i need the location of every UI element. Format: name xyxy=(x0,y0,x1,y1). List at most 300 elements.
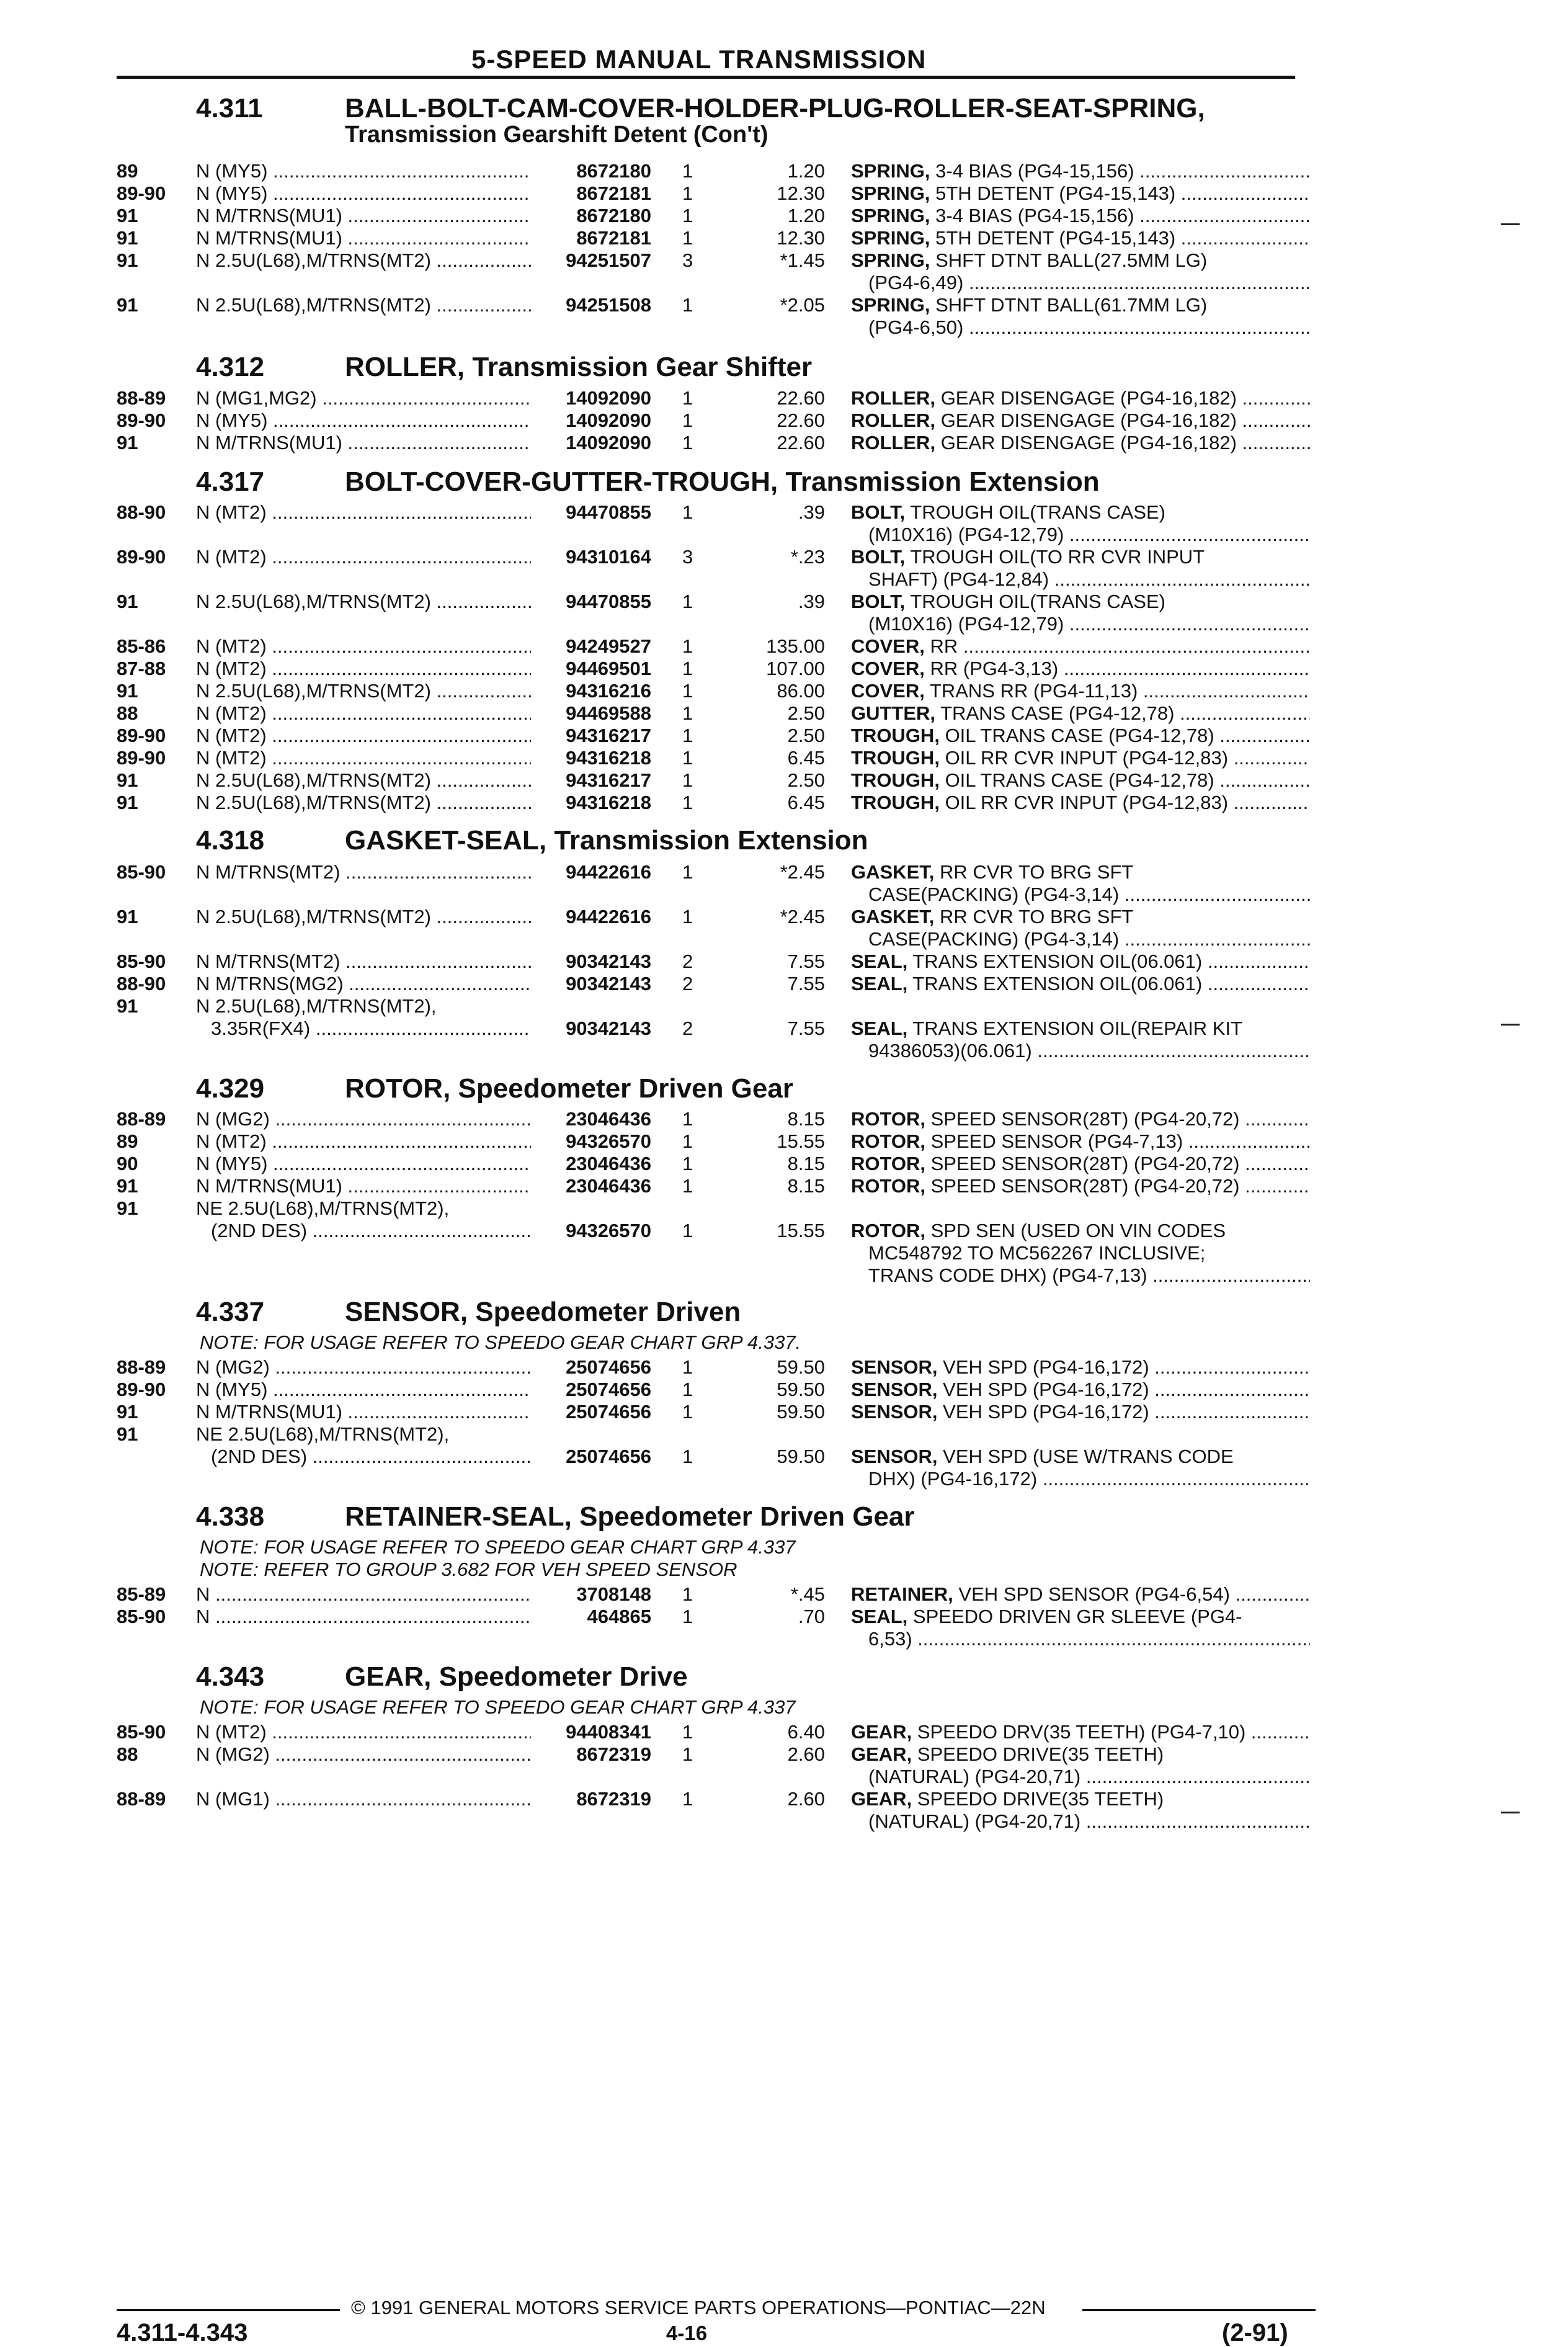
part-row xyxy=(0,973,1568,998)
section-title: SENSOR, Speedometer Driven xyxy=(345,1297,741,1327)
part-detail: SPD SEN (USED ON VIN CODES xyxy=(930,1220,1226,1241)
model-year: 85-89 xyxy=(117,1583,166,1605)
part-name: SEAL, xyxy=(851,950,908,972)
quantity: 1 xyxy=(682,294,693,316)
part-description xyxy=(851,747,1310,769)
part-description xyxy=(851,769,1310,792)
description-continued: (NATURAL) (PG4-20,71) ..... xyxy=(868,1766,1310,1788)
price: 107.00 xyxy=(766,658,825,679)
part-number: 8672181 xyxy=(576,182,651,204)
application: N (MT2) ..... xyxy=(196,702,531,725)
price: 2.60 xyxy=(787,1788,825,1810)
part-number: 94316218 xyxy=(566,747,651,769)
part-number: 3708148 xyxy=(576,1583,651,1605)
application: N (MT2) ..... xyxy=(196,747,531,769)
price: 59.50 xyxy=(777,1401,825,1423)
part-name: GUTTER, xyxy=(851,702,936,724)
price: 8.15 xyxy=(787,1153,825,1174)
price: 8.15 xyxy=(787,1175,825,1197)
part-detail: 3-4 BIAS (PG4-15,156) xyxy=(935,160,1134,182)
usage-note: NOTE: FOR USAGE REFER TO SPEEDO GEAR CHART GRP 4.337 xyxy=(200,1696,796,1718)
part-detail: SPEEDO DRIVE(35 TEETH) xyxy=(917,1743,1164,1765)
quantity: 1 xyxy=(682,861,693,883)
model-year: 88-89 xyxy=(117,1356,166,1378)
model-year: 85-86 xyxy=(117,635,166,657)
part-detail: OIL TRANS CASE (PG4-12,78) xyxy=(945,725,1214,746)
part-name: SPRING, xyxy=(851,160,930,182)
application: NE 2.5U(L68),M/TRNS(MT2), xyxy=(196,1423,450,1445)
description-continued: (NATURAL) (PG4-20,71) ..... xyxy=(868,1810,1310,1833)
part-row xyxy=(0,906,1568,950)
model-year: 90 xyxy=(117,1153,138,1174)
model-year: 91 xyxy=(117,680,138,702)
part-detail: SPEEDO DRIVEN GR SLEEVE (PG4- xyxy=(912,1606,1242,1627)
part-description xyxy=(851,1606,1310,1628)
part-name: TROUGH, xyxy=(851,792,940,813)
application: N M/TRNS(MG2) ..... xyxy=(196,973,531,995)
part-number: 23046436 xyxy=(566,1108,651,1130)
application: N (MG1,MG2) ..... xyxy=(196,387,531,409)
part-detail: GEAR DISENGAGE (PG4-16,182) xyxy=(940,432,1237,454)
part-row xyxy=(0,1197,1568,1286)
model-year: 91 xyxy=(117,294,138,316)
part-description xyxy=(851,249,1310,272)
margin-mark xyxy=(1501,223,1520,225)
price: 12.30 xyxy=(777,182,825,204)
part-name: ROLLER, xyxy=(851,432,936,454)
quantity: 1 xyxy=(682,591,693,612)
model-year: 91 xyxy=(117,1401,138,1423)
part-number: 94408341 xyxy=(566,1721,651,1743)
part-description xyxy=(851,1017,1310,1040)
part-row xyxy=(0,1743,1568,1787)
quantity: 1 xyxy=(682,906,693,928)
part-row xyxy=(0,1108,1568,1133)
part-number: 90342143 xyxy=(566,1017,651,1039)
application: N 2.5U(L68),M/TRNS(MT2) ..... xyxy=(196,249,531,272)
part-description xyxy=(851,1583,1310,1606)
model-year: 91 xyxy=(117,432,138,454)
part-row xyxy=(0,702,1568,727)
part-description xyxy=(851,1743,1310,1766)
price: 59.50 xyxy=(777,1356,825,1378)
application: N (MT2) ..... xyxy=(196,1721,531,1743)
price: 8.15 xyxy=(787,1108,825,1130)
part-name: SENSOR, xyxy=(851,1356,938,1378)
margin-mark xyxy=(1501,1812,1520,1813)
part-number: 94249527 xyxy=(566,635,651,657)
part-detail: SPEED SENSOR(28T) (PG4-20,72) xyxy=(930,1108,1240,1130)
part-name: SEAL, xyxy=(851,1606,908,1627)
section-number: 4.318 xyxy=(196,825,265,856)
part-name: TROUGH, xyxy=(851,747,940,769)
quantity: 2 xyxy=(682,973,693,995)
part-name: ROLLER, xyxy=(851,409,936,431)
part-row xyxy=(0,1379,1568,1403)
part-number: 94251507 xyxy=(566,249,651,271)
part-name: SPRING, xyxy=(851,249,930,271)
quantity: 1 xyxy=(682,1379,693,1400)
part-row xyxy=(0,1788,1568,1832)
description-continued: MC548792 TO MC562267 INCLUSIVE; xyxy=(868,1242,1206,1264)
part-description xyxy=(851,861,1310,883)
part-row xyxy=(0,1606,1568,1650)
part-number: 25074656 xyxy=(566,1379,651,1400)
part-row xyxy=(0,1583,1568,1608)
section-number: 4.337 xyxy=(196,1297,265,1327)
usage-note: NOTE: REFER TO GROUP 3.682 FOR VEH SPEED SENSOR xyxy=(200,1558,737,1580)
model-year: 91 xyxy=(117,769,138,791)
model-year: 89 xyxy=(117,160,138,182)
part-number: 25074656 xyxy=(566,1401,651,1423)
section-number: 4.317 xyxy=(196,467,265,497)
section-title: ROLLER, Transmission Gear Shifter xyxy=(345,352,813,382)
quantity: 1 xyxy=(682,680,693,702)
model-year: 88 xyxy=(117,1743,138,1765)
part-detail: RR CVR TO BRG SFT xyxy=(939,906,1134,928)
part-name: SEAL, xyxy=(851,973,908,995)
application: N (MY5) ..... xyxy=(196,160,531,182)
footer-date: (2-91) xyxy=(1222,2319,1288,2346)
model-year: 91 xyxy=(117,1175,138,1197)
part-name: GASKET, xyxy=(851,861,935,883)
part-name: BOLT, xyxy=(851,546,906,568)
part-row xyxy=(0,658,1568,682)
application: N 2.5U(L68),M/TRNS(MT2) ..... xyxy=(196,769,531,792)
application: N 2.5U(L68),M/TRNS(MT2), xyxy=(196,995,437,1017)
application: N (MT2) ..... xyxy=(196,546,531,568)
part-description xyxy=(851,1788,1310,1810)
part-number: 14092090 xyxy=(566,409,651,431)
part-description xyxy=(851,1130,1310,1153)
model-year: 85-90 xyxy=(117,1721,166,1743)
application: N ..... xyxy=(196,1583,531,1606)
model-year: 88-89 xyxy=(117,1108,166,1130)
part-detail: SPEEDO DRV(35 TEETH) (PG4-7,10) xyxy=(917,1721,1246,1743)
part-name: SENSOR, xyxy=(851,1379,938,1400)
part-number: 94422616 xyxy=(566,906,651,928)
application: N M/TRNS(MU1) ..... xyxy=(196,205,531,227)
part-row xyxy=(0,227,1568,252)
part-row xyxy=(0,1130,1568,1155)
part-number: 90342143 xyxy=(566,950,651,972)
quantity: 1 xyxy=(682,1743,693,1765)
quantity: 1 xyxy=(682,182,693,204)
part-number: 94470855 xyxy=(566,591,651,612)
model-year: 89 xyxy=(117,1130,138,1152)
quantity: 1 xyxy=(682,227,693,249)
model-year: 88-90 xyxy=(117,501,166,523)
quantity: 1 xyxy=(682,702,693,724)
part-row xyxy=(0,995,1568,1062)
application: N M/TRNS(MU1) ..... xyxy=(196,432,531,454)
application: N (MY5) ..... xyxy=(196,409,531,432)
application-continued: 3.35R(FX4) ..... xyxy=(211,1017,531,1040)
part-description xyxy=(851,906,1310,928)
application: NE 2.5U(L68),M/TRNS(MT2), xyxy=(196,1197,450,1219)
model-year: 89-90 xyxy=(117,725,166,746)
part-name: ROLLER, xyxy=(851,387,936,409)
description-continued: (M10X16) (PG4-12,79) ..... xyxy=(868,524,1310,546)
part-detail: RR (PG4-3,13) xyxy=(930,658,1059,679)
part-number: 8672319 xyxy=(576,1788,651,1810)
price: 59.50 xyxy=(777,1379,825,1400)
quantity: 1 xyxy=(682,658,693,679)
application: N (MG2) ..... xyxy=(196,1743,531,1766)
application: N (MT2) ..... xyxy=(196,501,531,524)
part-row xyxy=(0,409,1568,434)
part-description xyxy=(851,409,1310,432)
section-title: ROTOR, Speedometer Driven Gear xyxy=(345,1073,793,1104)
part-detail: SPEED SENSOR(28T) (PG4-20,72) xyxy=(930,1175,1240,1197)
model-year: 89-90 xyxy=(117,409,166,431)
part-name: GASKET, xyxy=(851,906,935,928)
part-row xyxy=(0,635,1568,660)
application: N 2.5U(L68),M/TRNS(MT2) ..... xyxy=(196,792,531,814)
quantity: 1 xyxy=(682,1446,693,1467)
price: 22.60 xyxy=(777,432,825,454)
description-continued: TRANS CODE DHX) (PG4-7,13) ..... xyxy=(868,1264,1310,1287)
part-detail: SPEED SENSOR(28T) (PG4-20,72) xyxy=(930,1153,1240,1174)
footer-rule xyxy=(1082,2309,1316,2311)
part-row xyxy=(0,294,1568,338)
part-detail: TRANS EXTENSION OIL(REPAIR KIT xyxy=(912,1017,1243,1039)
margin-mark xyxy=(1501,1024,1520,1026)
price: 86.00 xyxy=(777,680,825,702)
part-detail: VEH SPD (PG4-16,172) xyxy=(943,1401,1149,1423)
description-continued: CASE(PACKING) (PG4-3,14) ..... xyxy=(868,928,1310,950)
part-number: 94470855 xyxy=(566,501,651,523)
quantity: 2 xyxy=(682,950,693,972)
part-detail: SPEEDO DRIVE(35 TEETH) xyxy=(917,1788,1164,1810)
application: N 2.5U(L68),M/TRNS(MT2) ..... xyxy=(196,294,531,316)
quantity: 1 xyxy=(682,747,693,769)
part-number: 94316216 xyxy=(566,680,651,702)
page-title: 5-SPEED MANUAL TRANSMISSION xyxy=(471,45,927,74)
price: 2.50 xyxy=(787,725,825,746)
part-detail: 3-4 BIAS (PG4-15,156) xyxy=(935,205,1134,226)
part-number: 94469501 xyxy=(566,658,651,679)
quantity: 1 xyxy=(682,1721,693,1743)
part-name: ROTOR, xyxy=(851,1153,925,1174)
part-row xyxy=(0,950,1568,975)
part-row xyxy=(0,546,1568,590)
part-detail: TROUGH OIL(TO RR CVR INPUT xyxy=(910,546,1205,568)
description-continued: CASE(PACKING) (PG4-3,14) ..... xyxy=(868,883,1310,906)
part-description xyxy=(851,205,1310,227)
part-row xyxy=(0,591,1568,635)
part-row xyxy=(0,1401,1568,1426)
section-number: 4.343 xyxy=(196,1661,265,1692)
model-year: 89-90 xyxy=(117,182,166,204)
quantity: 1 xyxy=(682,1606,693,1627)
price: 135.00 xyxy=(766,635,825,657)
price: 22.60 xyxy=(777,409,825,431)
part-name: COVER, xyxy=(851,680,925,702)
description-continued: (M10X16) (PG4-12,79) ..... xyxy=(868,613,1310,635)
part-detail: TRANS EXTENSION OIL(06.061) xyxy=(912,973,1203,995)
part-description xyxy=(851,1356,1310,1379)
quantity: 3 xyxy=(682,546,693,568)
part-detail: SPEED SENSOR (PG4-7,13) xyxy=(930,1130,1183,1152)
part-detail: TRANS RR (PG4-11,13) xyxy=(929,680,1138,702)
model-year: 91 xyxy=(117,995,138,1017)
price: 2.60 xyxy=(787,1743,825,1765)
usage-note: NOTE: FOR USAGE REFER TO SPEEDO GEAR CHART GRP 4.337 xyxy=(200,1536,796,1558)
application: N M/TRNS(MU1) ..... xyxy=(196,1175,531,1197)
application-continued: (2ND DES) ..... xyxy=(211,1220,531,1242)
quantity: 1 xyxy=(682,1220,693,1241)
section-title: RETAINER-SEAL, Speedometer Driven Gear xyxy=(345,1501,915,1532)
part-detail: RR xyxy=(930,635,958,657)
part-description xyxy=(851,294,1310,316)
application: N (MT2) ..... xyxy=(196,1130,531,1153)
price: 59.50 xyxy=(777,1446,825,1467)
part-name: BOLT, xyxy=(851,501,906,523)
part-row xyxy=(0,182,1568,207)
part-name: RETAINER, xyxy=(851,1583,953,1605)
part-number: 94316218 xyxy=(566,792,651,813)
part-number: 8672180 xyxy=(576,205,651,226)
part-number: 23046436 xyxy=(566,1153,651,1174)
price: 6.45 xyxy=(787,792,825,813)
model-year: 91 xyxy=(117,205,138,226)
description-continued: 6,53) ..... xyxy=(868,1628,1310,1650)
part-description xyxy=(851,725,1310,747)
part-number: 25074656 xyxy=(566,1446,651,1467)
part-row xyxy=(0,861,1568,905)
quantity: 1 xyxy=(682,1788,693,1810)
description-continued: DHX) (PG4-16,172) ..... xyxy=(868,1468,1310,1490)
application-continued: (2ND DES) ..... xyxy=(211,1446,531,1468)
part-detail: VEH SPD (USE W/TRANS CODE xyxy=(943,1446,1234,1467)
part-row xyxy=(0,769,1568,794)
price: .39 xyxy=(798,591,825,612)
quantity: 1 xyxy=(682,1175,693,1197)
part-number: 94316217 xyxy=(566,725,651,746)
part-row xyxy=(0,160,1568,185)
part-number: 8672319 xyxy=(576,1743,651,1765)
quantity: 1 xyxy=(682,432,693,454)
price: 6.45 xyxy=(787,747,825,769)
quantity: 1 xyxy=(682,1108,693,1130)
part-description xyxy=(851,1401,1310,1423)
part-detail: VEH SPD (PG4-16,172) xyxy=(943,1356,1149,1378)
part-name: TROUGH, xyxy=(851,725,940,746)
part-description xyxy=(851,227,1310,249)
price: *.45 xyxy=(790,1583,825,1605)
quantity: 1 xyxy=(682,792,693,813)
model-year: 88 xyxy=(117,702,138,724)
model-year: 88-90 xyxy=(117,973,166,995)
quantity: 1 xyxy=(682,769,693,791)
part-number: 94326570 xyxy=(566,1220,651,1241)
part-row xyxy=(0,1423,1568,1490)
quantity: 1 xyxy=(682,205,693,226)
part-number: 14092090 xyxy=(566,432,651,454)
part-row xyxy=(0,792,1568,816)
part-row xyxy=(0,1721,1568,1746)
part-detail: SHFT DTNT BALL(27.5MM LG) xyxy=(935,249,1208,271)
section-number: 4.311 xyxy=(196,93,263,123)
section-number: 4.329 xyxy=(196,1073,265,1104)
model-year: 88-89 xyxy=(117,1788,166,1810)
price: 1.20 xyxy=(787,160,825,182)
price: 2.50 xyxy=(787,702,825,724)
part-name: GEAR, xyxy=(851,1788,912,1810)
part-description xyxy=(851,1446,1310,1468)
application: N (MY5) ..... xyxy=(196,1379,531,1401)
quantity: 1 xyxy=(682,160,693,182)
price: 22.60 xyxy=(777,387,825,409)
quantity: 1 xyxy=(682,725,693,746)
quantity: 1 xyxy=(682,1583,693,1605)
model-year: 91 xyxy=(117,1197,138,1219)
part-row xyxy=(0,432,1568,457)
part-name: SPRING, xyxy=(851,205,930,226)
part-name: SPRING, xyxy=(851,227,930,249)
part-number: 94316217 xyxy=(566,769,651,791)
price: 1.20 xyxy=(787,205,825,226)
section-title: GASKET-SEAL, Transmission Extension xyxy=(345,825,868,856)
application: N (MT2) ..... xyxy=(196,725,531,747)
part-detail: VEH SPD SENSOR (PG4-6,54) xyxy=(958,1583,1230,1605)
part-name: SENSOR, xyxy=(851,1446,938,1467)
model-year: 89-90 xyxy=(117,1379,166,1400)
part-detail: GEAR DISENGAGE (PG4-16,182) xyxy=(940,387,1237,409)
part-number: 94422616 xyxy=(566,861,651,883)
model-year: 89-90 xyxy=(117,546,166,568)
part-number: 8672181 xyxy=(576,227,651,249)
part-description xyxy=(851,546,1310,568)
quantity: 3 xyxy=(682,249,693,271)
part-name: COVER, xyxy=(851,658,925,679)
application: N (MT2) ..... xyxy=(196,635,531,658)
model-year: 91 xyxy=(117,1423,138,1445)
section-number: 4.338 xyxy=(196,1501,265,1532)
part-number: 94251508 xyxy=(566,294,651,316)
section-title: BOLT-COVER-GUTTER-TROUGH, Transmission Extension xyxy=(345,467,1100,497)
model-year: 89-90 xyxy=(117,747,166,769)
price: 12.30 xyxy=(777,227,825,249)
part-detail: 5TH DETENT (PG4-15,143) xyxy=(935,227,1176,249)
quantity: 2 xyxy=(682,1017,693,1039)
part-name: SEAL, xyxy=(851,1017,908,1039)
section-number: 4.312 xyxy=(196,352,265,382)
application: N M/TRNS(MU1) ..... xyxy=(196,227,531,249)
part-number: 94469588 xyxy=(566,702,651,724)
part-name: ROTOR, xyxy=(851,1130,925,1152)
part-description xyxy=(851,1153,1310,1175)
part-name: TROUGH, xyxy=(851,769,940,791)
part-number: 90342143 xyxy=(566,973,651,995)
footer-page-number: 4-16 xyxy=(666,2322,708,2345)
model-year: 88-89 xyxy=(117,387,166,409)
part-description xyxy=(851,680,1310,702)
part-number: 94326570 xyxy=(566,1130,651,1152)
application: N M/TRNS(MU1) ..... xyxy=(196,1401,531,1423)
model-year: 85-90 xyxy=(117,861,166,883)
model-year: 87-88 xyxy=(117,658,166,679)
part-description xyxy=(851,182,1310,205)
header-rule xyxy=(117,76,1295,79)
model-year: 91 xyxy=(117,249,138,271)
price: .70 xyxy=(798,1606,825,1627)
description-continued: (PG4-6,50) ..... xyxy=(868,316,1310,339)
model-year: 91 xyxy=(117,591,138,612)
footer-group-range: 4.311-4.343 xyxy=(117,2319,248,2346)
price: *2.45 xyxy=(780,906,825,928)
